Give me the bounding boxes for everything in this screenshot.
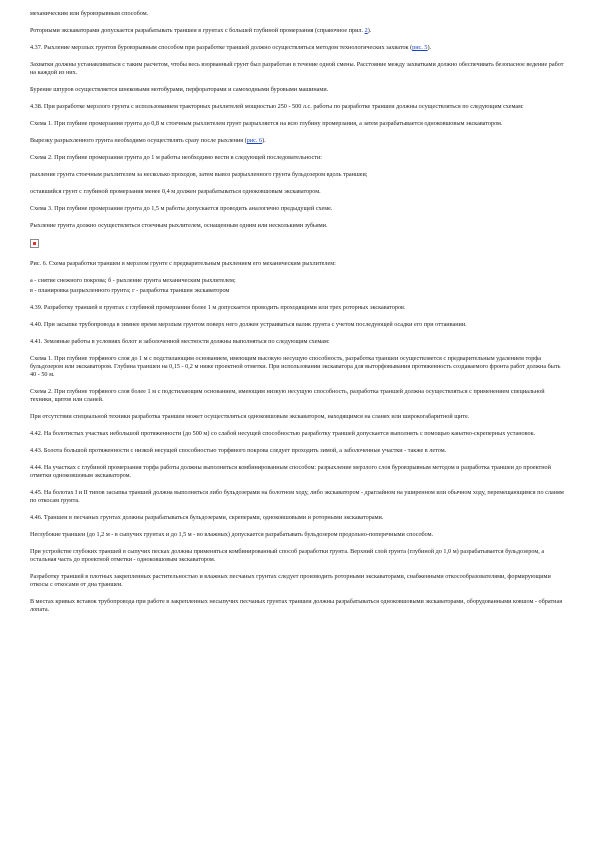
paragraph bbox=[30, 188, 568, 196]
paragraph-text: Схема 1. При глубине торфяного слоя до 1 м с подстилающим основанием, имеющим высокую несущую способность, разработка траншеи осуществляется с предварительным удалением торфа бульдозером или экскаватором. Глубина траншеи на 0,15 - 0,2 м ниже проектной отметки. При использовании экскаватора для выторфовывания протяженность создаваемого фронта работ должна быть 40 - 50 м. bbox=[30, 355, 561, 378]
paragraph-text: Схема 3. При глубине промерзания грунта до 1,5 м работы допускается проводить аналогично предыдущей схеме. bbox=[30, 205, 333, 212]
paragraph bbox=[30, 464, 568, 480]
paragraph bbox=[30, 137, 568, 145]
paragraph-text: Схема 2. При глубине промерзания грунта до 1 м работы необходимо вести в следующей последовательности: bbox=[30, 154, 322, 161]
paragraph bbox=[30, 388, 568, 404]
paragraph-text: 4.46. Траншеи в песчаных грунтах должны разрабатываться бульдозерами, скреперами, одноковшовыми и роторными экскаваторами. bbox=[30, 514, 384, 521]
figure-link[interactable]: 2 bbox=[364, 27, 368, 34]
paragraph-text: Вырезку разрыхленного грунта необходимо осуществлять сразу после рыхления ( bbox=[30, 137, 247, 144]
paragraph bbox=[30, 103, 568, 111]
figure-link[interactable]: рис. 6 bbox=[246, 137, 263, 144]
paragraph-text: механическим или буровзрывным способом. bbox=[30, 10, 149, 17]
paragraph-text: 4.44. На участках с глубиной промерзания торфа работы должны выполняться комбинированным способом: разрыхление мерзлого слоя буровзрывным методом и разработка траншеи до проектной отметки одноковшовым экскаватором. bbox=[30, 464, 551, 479]
paragraph-text: оставшийся грунт с глубиной промерзания менее 0,4 м должен разрабатываться одноковшовым экскаватором. bbox=[30, 188, 321, 195]
document-page bbox=[30, 10, 568, 623]
paragraph bbox=[30, 287, 568, 295]
paragraph bbox=[30, 205, 568, 213]
paragraph bbox=[30, 222, 568, 230]
paragraph-text: 4.40. При засыпке трубопровода в зимнее время мерзлым грунтом поверх него должен устраиваться валик грунта с учетом последующей осадки его при оттаивании. bbox=[30, 321, 467, 328]
paragraph-text: 4.37. Рыхление мерзлых грунтов буровзрывным способом при разработке траншей должно осуществляться методом технологических захваток ( bbox=[30, 44, 413, 51]
paragraph bbox=[30, 413, 568, 421]
paragraph-text: При устройстве глубоких траншей в сыпучих песках должны применяться комбинированный способ разработки грунта. Верхний слой грунта (глубиной до 1,0 м) разрабатывается бульдозером, а остальная часть до проектной отметки - одноковшовым экскаватором. bbox=[30, 548, 545, 563]
paragraph-text: 4.38. При разработке мерзлого грунта с использованием тракторных рыхлителей мощностью 250 - 500 л.с. работы по разработке траншеи должны осуществляться по следующим схемам: bbox=[30, 103, 524, 110]
paragraph-text-tail: ). bbox=[427, 44, 432, 51]
paragraph bbox=[30, 61, 568, 77]
paragraph bbox=[30, 277, 568, 285]
paragraph bbox=[30, 355, 568, 379]
paragraph-text: а - снятие снежного покрова; б - рыхление грунта механическим рыхлителем; bbox=[30, 277, 236, 284]
paragraph bbox=[30, 598, 568, 614]
paragraph bbox=[30, 154, 568, 162]
paragraph bbox=[30, 304, 568, 312]
paragraph bbox=[30, 573, 568, 589]
paragraph-text: Захватки должны устанавливаться с таким расчетом, чтобы весь взорванный грунт был разработан в течение одной смены. Расстояние между захватками должно обеспечивать безопасное ведение работ на каждой из них. bbox=[30, 61, 564, 76]
paragraph-text: Бурение шпуров осуществляется шнековыми мотобурами, перфораторами и самоходными буровыми машинами. bbox=[30, 86, 329, 93]
paragraph-text: Схема 1. При глубине промерзания грунта до 0,8 м стоечным рыхлителем грунт разрыхляется на всю глубину промерзания, а затем разрабатывается одноковшовым экскаватором. bbox=[30, 120, 503, 127]
paragraph-text: Рис. 6. Схема разработки траншеи в мерзлом грунте с предварительным рыхлением его механическим рыхлителем: bbox=[30, 260, 336, 267]
paragraph-text: 4.39. Разработку траншей в грунтах с глубиной промерзания более 1 м допускается проводить проходящими или трех роторных экскаваторов. bbox=[30, 304, 406, 311]
paragraph-text: Разработку траншей в плотных закрепленных растительностью и влажных песчаных грунтах следует производить роторными экскаваторами, снабженными откосообразователями, формирующими откосы с откосами от дна траншеи. bbox=[30, 573, 551, 588]
paragraph bbox=[30, 44, 568, 52]
paragraph bbox=[30, 27, 568, 35]
paragraph-text: Роторными экскаваторами допускается разрабатывать траншеи в грунтах с большей глубиной промерзания (справочное прил. bbox=[30, 27, 365, 34]
paragraph-text: в - планировка разрыхленного грунта; г - разработка траншеи экскаватором bbox=[30, 287, 230, 294]
paragraph-text: 4.41. Земляные работы в условиях болот и заболоченной местности должны выполняться по следующим схемам: bbox=[30, 338, 330, 345]
paragraph-text-tail: ). bbox=[367, 27, 372, 34]
figure-link[interactable]: рис. 5 bbox=[412, 44, 428, 51]
paragraph-text: Схема 2. При глубине торфяного слоя более 1 м с подстилающим основанием, имеющим низкую несущую способность, разработка траншей должна осуществляться с применением специальной техники, щитов или сланей. bbox=[30, 388, 545, 403]
paragraph bbox=[30, 10, 568, 18]
paragraph bbox=[30, 514, 568, 522]
paragraph-text: При отсутствии специальной техники разработка траншеи может осуществляться одноковшовым экскаватором, находящимся на сланях или широкогабаритной щите. bbox=[30, 413, 470, 420]
paragraph-text: Рыхление грунта должно осуществляться стоечным рыхлителем, оснащенным одним или несколькими зубьями. bbox=[30, 222, 328, 229]
paragraph bbox=[30, 338, 568, 346]
paragraph bbox=[30, 86, 568, 94]
paragraph bbox=[30, 120, 568, 128]
paragraph bbox=[30, 531, 568, 539]
paragraph bbox=[30, 171, 568, 179]
paragraph bbox=[30, 447, 568, 455]
paragraph-text: В местах кривых вставок трубопровода при работе в закрепленных несыпучих песчаных грунтах траншеи должны разрабатываться одноковшовыми экскаваторами, оборудованными ковшом - обратная лопата. bbox=[30, 598, 563, 613]
paragraph bbox=[30, 260, 568, 268]
paragraph bbox=[30, 489, 568, 505]
paragraph bbox=[30, 548, 568, 564]
paragraph-text: 4.43. Болота большой протяженности с низкой несущей способностью торфяного покрова следует проходить зимой, а заболоченные участки - также в летом. bbox=[30, 447, 447, 454]
paragraph-text-tail: ). bbox=[262, 137, 266, 144]
paragraph-text: рыхление грунта стоечным рыхлителем за несколько проходов, затем вывоз разрыхленного грунта бульдозером вдоль траншеи; bbox=[30, 171, 368, 178]
paragraph-text: Неглубокие траншеи (до 1,2 м - в сыпучих грунтах и до 1,5 м - во влажных) допускается разрабатывать бульдозером продольно-поперечными способом. bbox=[30, 531, 434, 538]
paragraph-text: 4.45. На болотах I и II типов засыпка траншей должна выполняться либо бульдозерами на болотном ходу, либо экскаватором - драглайном на уширенном или обычном ходу, перемещающимся по сланям по откосам грунта. bbox=[30, 489, 564, 504]
paragraph bbox=[30, 321, 568, 329]
broken-image-icon bbox=[30, 239, 39, 248]
paragraph bbox=[30, 430, 568, 438]
paragraph-text: 4.42. На болотистых участках небольшой протяженности (до 500 м) со слабой несущей способностью разработку траншей допускается выполнять с помощью канатно-скреперных установок. bbox=[30, 430, 536, 437]
